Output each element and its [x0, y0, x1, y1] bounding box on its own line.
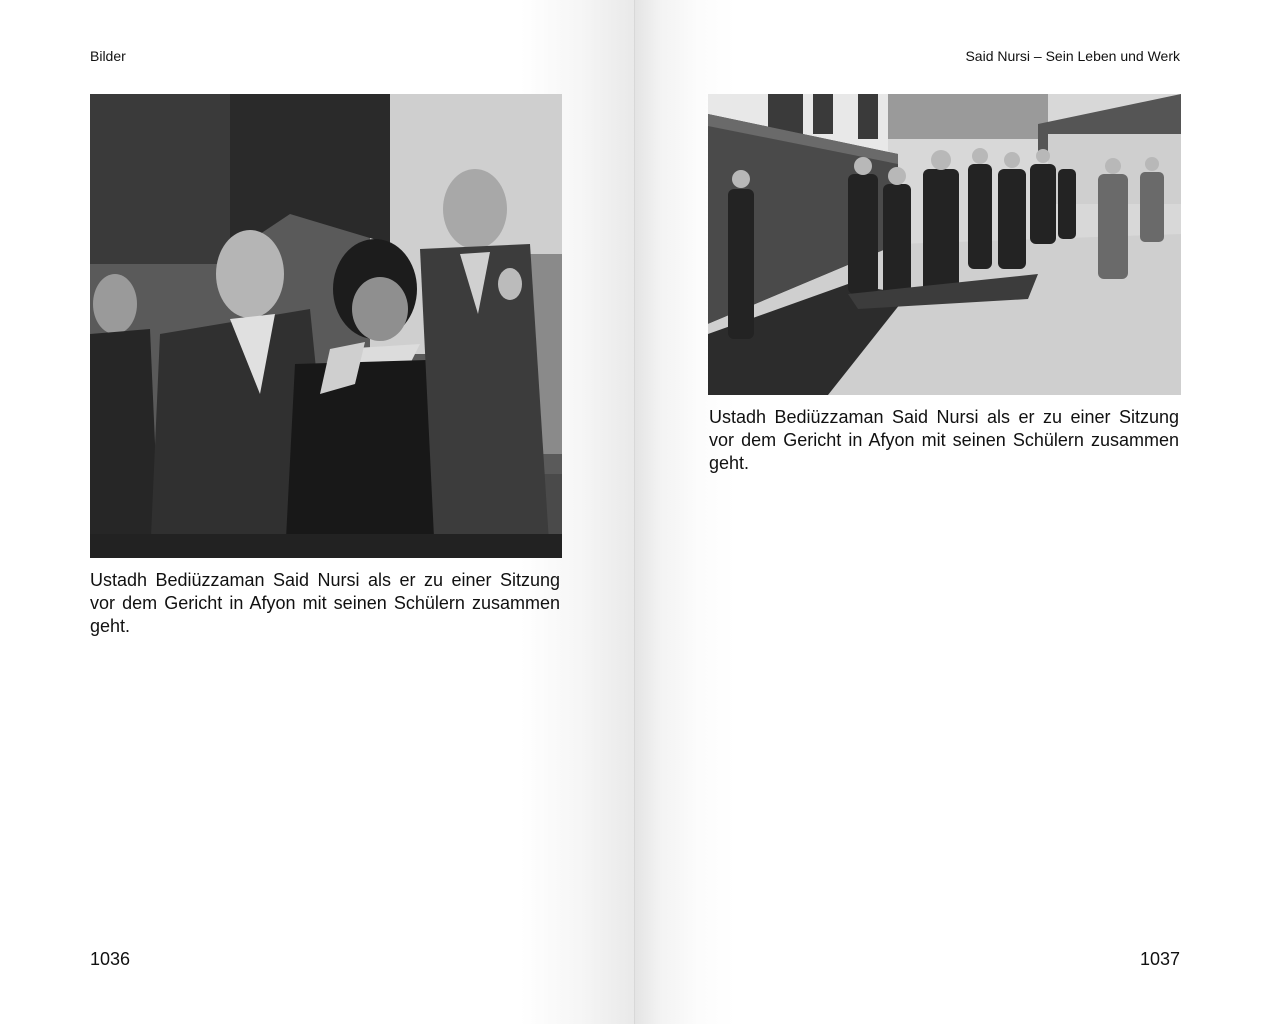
photo-procession-to-court: [708, 94, 1181, 395]
right-page-number: 1037: [1139, 949, 1180, 969]
left-running-head: Bilder: [90, 48, 126, 64]
left-photo-caption: Ustadh Bediüzzaman Said Nursi als er zu einer Sitzung vor dem Gericht in Afyon mit seinen Schülern zusammen geht.: [90, 570, 560, 636]
right-page: [635, 0, 1270, 1024]
right-photo-caption: Ustadh Bediüzzaman Said Nursi als er zu einer Sitzung vor dem Gericht in Afyon mit seinen Schülern zusammen geht.: [709, 407, 1179, 473]
photo-said-nursi-closeup: [90, 94, 562, 558]
left-page-number: 1036: [90, 949, 131, 969]
right-running-head: Said Nursi – Sein Leben und Werk: [965, 48, 1180, 64]
